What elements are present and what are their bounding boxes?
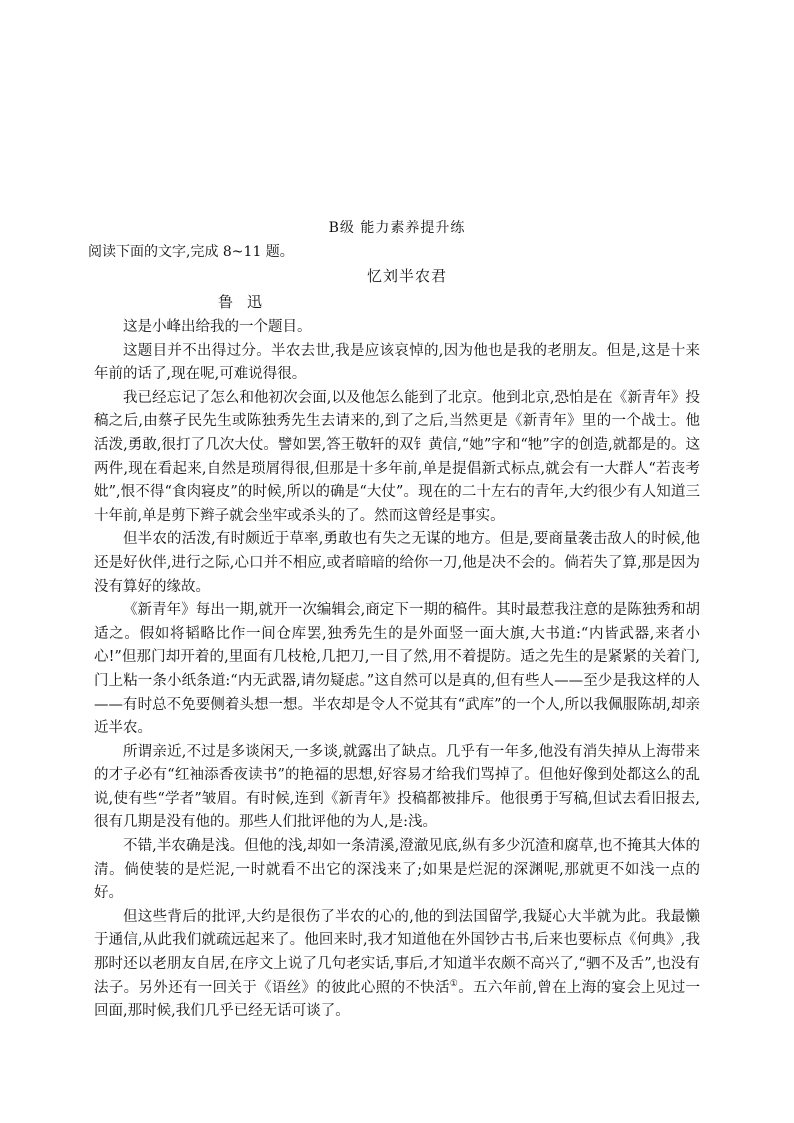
essay-title: 忆刘半农君 (366, 267, 447, 285)
essay-body (94, 316, 700, 1024)
section-title: B级 能力素养提升练 (328, 220, 466, 236)
paragraph-3: 我已经忘记了怎么和他初次会面,以及他怎么能到了北京。他到北京,恐怕是在《新青年》投稿之后,由蔡孑民先生或陈独秀先生去请来的,到了之后,当然更是《新青年》里的一个战士。他活泼,勇敢,很打了几次大仗。譬如罢,答王敬轩的双钅黄信,“她”字和“牠”字的创造,就都是的。这两件,现在看起来,自然是琐屑得很,但那是十多年前,单是提倡新式标点,就会有一大群人“若丧考妣”,恨不得“食肉寝皮”的时候,所以的确是“大仗”。现在的二十左右的青年,大约很少有人知道三十年前,单是剪下辫子就会坐牢或杀头的了。然而这曾经是事实。 (94, 389, 700, 524)
essay-author: 鲁迅 (218, 293, 277, 311)
paragraph-8-text: 但这些背后的批评,大约是很伤了半农的心的,他的到法国留学,我疑心大半就为此。我最懒于通信,从此我们就疏远起来了。他回来时,我才知道他在外国钞古书,后来也要标点《何典》,我那时还以老朋友自居,在序文上说了几句老实话,事后,才知道半农颇不高兴了,“驷不及舌”,也没有法子。另外还有一回关于《语丝》的彼此心照的不快活 (94, 908, 700, 996)
paragraph-1: 这是小峰出给我的一个题目。 (123, 319, 312, 335)
question-instruction: 阅读下面的文字,完成 8~11 题。 (88, 244, 294, 260)
paragraph-5: 《新青年》每出一期,就开一次编辑会,商定下一期的稿件。其时最惹我注意的是陈独秀和胡适之。假如将韬略比作一间仓库罢,独秀先生的是外面竖一面大旗,大书道:“内皆武器,来者小心!”但那门却开着的,里面有几枝枪,几把刀,一目了然,用不着提防。适之先生的是紧紧的关着门,门上粘一条小纸条道:“内无武器,请勿疑虑。”这自然可以是真的,但有些人——至少是我这样的人——有时总不免要侧着头想一想。半农却是令人不觉其有“武库”的一个人,所以我佩服陈胡,却亲近半农。 (94, 602, 700, 737)
paragraph-2: 这题目并不出得过分。半农去世,我是应该哀悼的,因为他也是我的老朋友。但是,这是十来年前的话了,现在呢,可难说得很。 (94, 342, 700, 383)
paragraph-8: 但这些背后的批评,大约是很伤了半农的心的,他的到法国留学,我疑心大半就为此。我最懒于通信,从此我们就疏远起来了。他回来时,我才知道他在外国钞古书,后来也要标点《何典》,我那时还以老朋友自居,在序文上说了几句老实话,事后,才知道半农颇不高兴了,“驷不及舌”,也没有法子。另外还有一回关于《语丝》的彼此心照的不快活①。五六年前,曾在上海的宴会上见过一回面,那时候,我们几乎已经无话可谈了。 (94, 908, 701, 1020)
footnote-marker: ① (449, 978, 459, 989)
paragraph-6: 所谓亲近,不过是多谈闲天,一多谈,就露出了缺点。几乎有一年多,他没有消失掉从上海带来的才子必有“红袖添香夜读书”的艳福的思想,好容易才给我们骂掉了。但他好像到处都这么的乱说,使有些“学者”皱眉。有时候,连到《新青年》投稿都被排斥。他很勇于写稿,但试去看旧报去,很有几期是没有他的。那些人们批评他的为人,是:浅。 (94, 743, 700, 831)
paragraph-8-tail: 五六年前,曾在上海的宴会上见过一回面,那时候,我们几乎已经无话可谈了。 (94, 979, 701, 1020)
paragraph-7: 不错,半农确是浅。但他的浅,却如一条清溪,澄澈见底,纵有多少沉渣和腐草,也不掩其大体的清。倘使装的是烂泥,一时就看不出它的深浅来了;如果是烂泥的深渊呢,那就更不如浅一点的好。 (94, 838, 700, 902)
paragraph-4: 但半农的活泼,有时颇近于草率,勇敢也有失之无谋的地方。但是,要商量袭击敌人的时候,他还是好伙伴,进行之际,心口并不相应,或者暗暗的给你一刀,他是决不会的。倘若失了算,那是因为没有算好的缘故。 (94, 531, 700, 595)
